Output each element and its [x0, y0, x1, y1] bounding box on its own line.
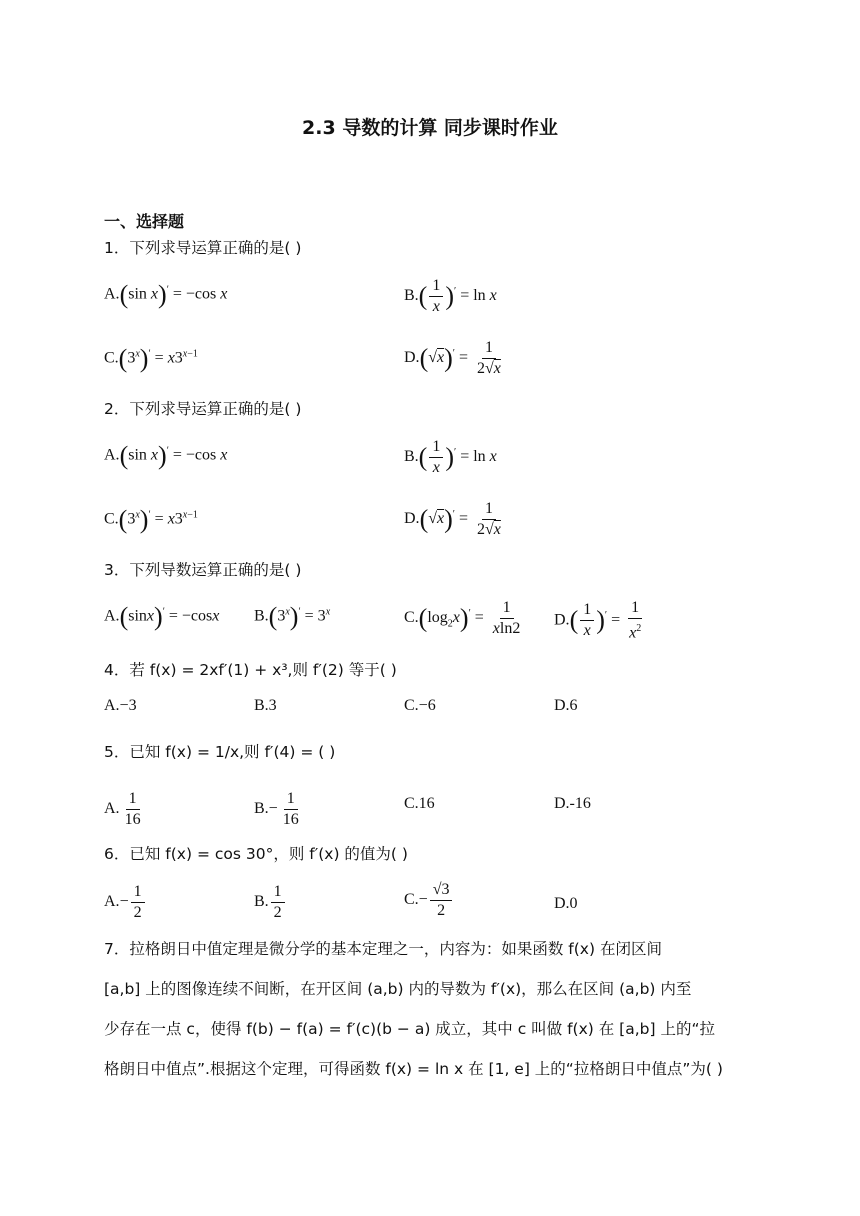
- q2-option-a: A.(sin x)′ = −cos x: [104, 441, 228, 470]
- question-7-line-2: [a,b] 上的图像连续不间断，在开区间 (a,b) 内的导数为 f′(x)，那么在区间 (a,b) 内至: [104, 980, 692, 998]
- q3-option-a: A.(sinx)′ = −cosx: [104, 602, 220, 631]
- q1-option-b: B.( $\frac{1}{x}$ )′ = ln x: [404, 277, 497, 315]
- option-letter: B.: [404, 448, 419, 466]
- question-5-stem: 5．已知 f(x) = 1/x,则 f′(4) = ( ): [104, 743, 336, 761]
- option-letter: D.: [404, 510, 420, 528]
- option-letter: C.: [404, 609, 419, 627]
- option-letter: B.: [254, 800, 269, 818]
- q2-option-d: D.(√x)′ = $\frac{1}{2√x}$: [404, 500, 501, 538]
- q5-option-a: A. $\frac{1}{16}$: [104, 790, 141, 828]
- q2-option-c: $C.(3^x)' = x3^{x-1}$: [104, 505, 198, 534]
- option-letter: A.: [104, 893, 120, 911]
- q3-option-d: D.( $\frac{1}{x}$ )′ = $\frac{1}{x^2}$: [554, 599, 642, 642]
- option-letter: C.: [404, 891, 419, 909]
- q1-option-d: D.(√x)′ = $\frac{1}{2√x}$: [404, 339, 501, 377]
- question-7-line-1: 7．拉格朗日中值定理是微分学的基本定理之一，内容为：如果函数 f(x) 在闭区间: [104, 940, 662, 958]
- question-7-line-3: 少存在一点 c，使得 f(b) − f(a) = f′(c)(b − a) 成立，其中 c 叫做 f(x) 在 [a,b] 上的“拉: [104, 1020, 715, 1038]
- option-letter: D.: [554, 611, 570, 629]
- q5-option-b: B.− $\frac{1}{16}$: [254, 790, 299, 828]
- q2-option-b: B.( $\frac{1}{x}$ )′ = ln x: [404, 438, 497, 476]
- option-letter: D.: [404, 349, 420, 367]
- q1-option-a: A.(sin x)′ = −cos x: [104, 280, 228, 309]
- q6-option-c: C.− $\frac{√3}{2}$: [404, 880, 454, 921]
- question-4-stem: 4．若 f(x) = 2xf′(1) + x³,则 f′(2) 等于( ): [104, 661, 397, 679]
- section-heading: 一、选择题: [104, 212, 185, 231]
- question-1-stem: 1．下列求导运算正确的是( ): [104, 239, 302, 257]
- option-letter: C.: [104, 349, 119, 367]
- option-letter: A.: [104, 607, 120, 625]
- question-6-stem: 6．已知 f(x) = cos 30°，则 f′(x) 的值为( ): [104, 845, 408, 863]
- option-letter: A.: [104, 446, 120, 464]
- q4-option-d: D.6: [554, 697, 578, 714]
- q3-option-b: $B.(3^x)' = 3^x$: [254, 602, 331, 631]
- q6-option-d: D.0: [554, 895, 578, 912]
- option-letter: B.: [254, 607, 269, 625]
- q4-option-b: B.3: [254, 697, 277, 714]
- option-letter: C.: [104, 510, 119, 528]
- question-2-stem: 2．下列求导运算正确的是( ): [104, 400, 302, 418]
- q1-option-c: $C.(3^x)' = x3^{x-1}$: [104, 344, 198, 373]
- q5-option-d: D.-16: [554, 795, 591, 812]
- option-letter: A.: [104, 800, 120, 818]
- q4-option-a: A.−3: [104, 697, 137, 714]
- q6-option-a: A.− $\frac{1}{2}$: [104, 882, 147, 923]
- page-title: 2.3 导数的计算 同步课时作业: [302, 117, 558, 139]
- option-letter: A.: [104, 285, 120, 303]
- q4-option-c: C.−6: [404, 697, 436, 714]
- q5-option-c: C.16: [404, 795, 435, 812]
- option-letter: B.: [254, 893, 269, 911]
- question-7-line-4: 格朗日中值点”.根据这个定理，可得函数 f(x) = ln x 在 [1, e] 上的“拉格朗日中值点”为( ): [104, 1060, 723, 1078]
- q6-option-b: B. $\frac{1}{2}$: [254, 882, 287, 923]
- q3-option-c: $C.(\log_2x)'$ = $\frac{1}{xln2}$: [404, 599, 521, 637]
- question-3-stem: 3．下列导数运算正确的是( ): [104, 561, 302, 579]
- option-letter: B.: [404, 287, 419, 305]
